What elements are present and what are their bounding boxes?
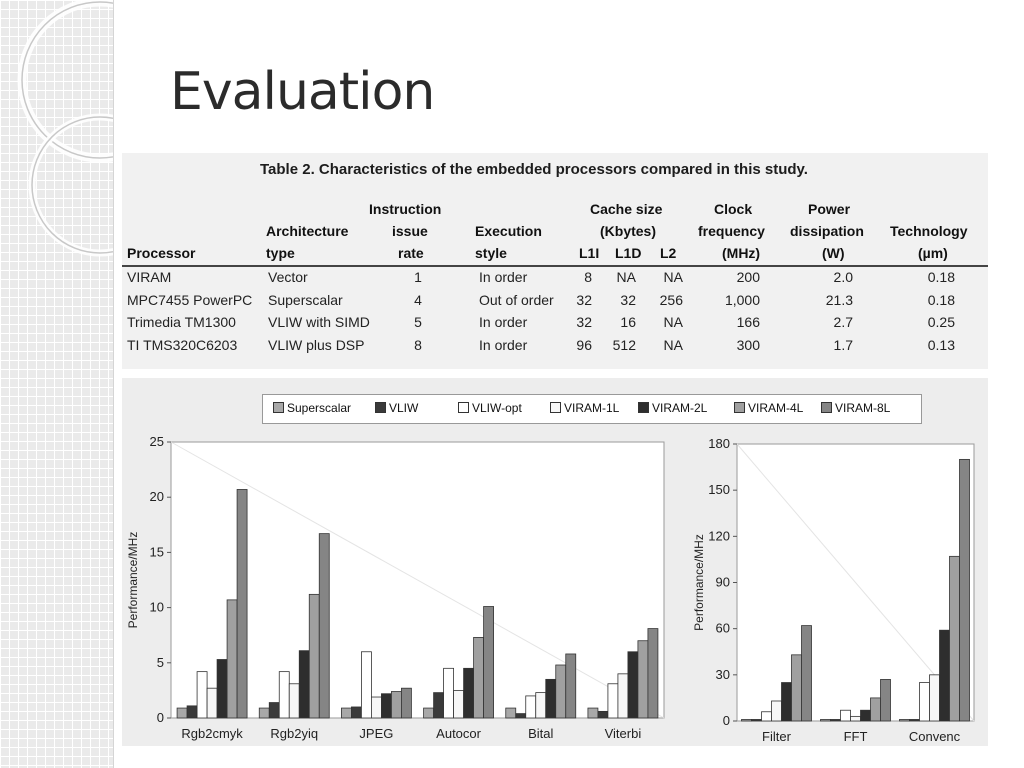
bar-viram-8l — [648, 629, 658, 718]
header-execution: Execution — [475, 223, 542, 239]
table-cell-issue: 8 — [414, 336, 422, 353]
bar-superscalar — [588, 708, 598, 718]
bar-viram-8l — [960, 459, 970, 721]
decorative-circles — [0, 0, 113, 768]
bar-viram-8l — [401, 688, 411, 718]
table-header-rule — [122, 265, 988, 267]
x-category-label: FFT — [843, 729, 868, 744]
bar-viram-4l — [556, 665, 566, 718]
bar-vliw-opt — [444, 668, 454, 718]
x-category-label: Rgb2yiq — [270, 726, 319, 741]
bar-viram-1l — [289, 684, 299, 718]
bar-viram-4l — [871, 698, 881, 721]
bar-superscalar — [506, 708, 516, 718]
legend-label: VIRAM-4L — [748, 401, 804, 415]
bar-superscalar — [177, 708, 187, 718]
bar-viram-4l — [792, 655, 802, 721]
header-architecture: Architecture — [266, 223, 349, 239]
header-l2: L2 — [660, 245, 677, 261]
table-cell-processor: MPC7455 PowerPC — [127, 291, 253, 308]
bar-viram-2l — [299, 651, 309, 718]
slide-title: Evaluation — [170, 62, 435, 122]
table-cell-l1d: 16 — [620, 314, 636, 330]
bar-viram-8l — [319, 534, 329, 718]
legend-label: VIRAM-2L — [652, 401, 708, 415]
bar-viram-2l — [861, 710, 871, 721]
table-cell-l1d: NA — [616, 269, 636, 285]
bar-vliw — [351, 707, 361, 718]
table-cell-l1d: 32 — [620, 291, 636, 308]
table-cell-l2: NA — [663, 269, 683, 285]
bar-vliw — [910, 719, 920, 721]
bar-superscalar — [742, 719, 752, 721]
table-cell-l1i: 96 — [576, 336, 592, 353]
header-mhz: (MHz) — [722, 245, 761, 261]
table-cell-processor: VIRAM — [127, 269, 172, 285]
table-cell-arch: Superscalar — [268, 291, 343, 308]
bar-viram-1l — [930, 675, 940, 721]
bar-vliw — [752, 719, 762, 721]
header-cache-size: Cache size — [590, 201, 663, 217]
table-cell-power: 2.0 — [833, 269, 853, 285]
bar-viram-2l — [217, 659, 227, 718]
decorative-side-strip — [0, 0, 114, 768]
y-tick-label: 60 — [715, 620, 730, 636]
table-cell-tech: 0.13 — [927, 336, 955, 353]
table-cell-arch: VLIW with SIMD — [268, 314, 370, 330]
bar-superscalar — [821, 719, 831, 721]
bar-viram-2l — [940, 630, 950, 721]
header-dissipation: dissipation — [790, 223, 864, 239]
bar-viram-8l — [566, 654, 576, 718]
bar-viram-2l — [782, 683, 792, 721]
y-tick-label: 25 — [149, 434, 164, 449]
table-cell-processor: TI TMS320C6203 — [127, 336, 238, 353]
header-kbytes: (Kbytes) — [600, 223, 657, 239]
bar-vliw — [831, 719, 841, 721]
x-category-label: Convenc — [908, 729, 961, 744]
header-l1i: L1I — [579, 245, 600, 261]
legend-label: VIRAM-8L — [835, 401, 891, 415]
bar-viram-4l — [638, 641, 648, 718]
table-cell-exec: Out of order — [479, 291, 554, 308]
header-rate: rate — [398, 245, 424, 261]
bar-vliw-opt — [841, 710, 851, 721]
y-tick-label: 5 — [156, 654, 164, 670]
y-tick-label: 15 — [149, 544, 164, 560]
table-cell-processor: Trimedia TM1300 — [127, 314, 236, 330]
table-cell-clock: 300 — [736, 336, 760, 353]
y-tick-label: 0 — [722, 713, 730, 728]
bar-vliw-opt — [920, 683, 930, 721]
table-cell-tech: 0.25 — [927, 314, 955, 330]
header-clock: Clock — [714, 201, 753, 217]
table-cell-arch: Vector — [268, 269, 308, 285]
bar-vliw — [598, 711, 608, 718]
bar-viram-1l — [851, 716, 861, 721]
bar-viram-1l — [618, 674, 628, 718]
bar-viram-1l — [536, 693, 546, 718]
legend-label: Superscalar — [287, 401, 352, 415]
table-cell-tech: 0.18 — [927, 291, 955, 308]
y-tick-label: 180 — [708, 436, 730, 451]
x-category-label: Autocor — [436, 726, 481, 741]
header-power: Power — [808, 201, 851, 217]
y-axis-label: Performance/MHz — [126, 531, 140, 629]
y-axis-label: Performance/MHz — [692, 534, 706, 631]
table-cell-l2: NA — [663, 314, 683, 330]
bar-viram-1l — [772, 701, 782, 721]
table-cell-issue: 5 — [414, 314, 422, 330]
header-frequency: frequency — [698, 223, 765, 239]
bar-viram-1l — [371, 697, 381, 718]
table-cell-power: 2.7 — [833, 314, 853, 330]
table-cell-power: 1.7 — [833, 336, 853, 353]
chart-panel — [122, 378, 988, 746]
header-w: (W) — [822, 245, 845, 261]
bar-viram-2l — [628, 652, 638, 718]
table-cell-l1d: 512 — [612, 336, 636, 353]
table-cell-clock: 200 — [736, 269, 760, 285]
legend-label: VLIW — [389, 401, 419, 415]
y-tick-label: 150 — [708, 482, 730, 498]
legend-label: VLIW-opt — [472, 401, 522, 415]
bar-viram-4l — [227, 600, 237, 718]
y-tick-label: 20 — [149, 489, 164, 505]
bar-superscalar — [900, 719, 910, 721]
table-cell-issue: 4 — [414, 291, 422, 308]
header-style: style — [475, 245, 507, 261]
bar-superscalar — [424, 708, 434, 718]
header-instruction: Instruction — [369, 201, 442, 217]
table-cell-l1i: 32 — [576, 314, 592, 330]
table-cell-issue: 1 — [414, 269, 422, 285]
bar-viram-2l — [464, 668, 474, 718]
bar-viram-8l — [237, 489, 247, 718]
header-processor: Processor — [127, 245, 196, 261]
table-cell-l1i: 32 — [576, 291, 592, 308]
bar-viram-4l — [309, 594, 319, 718]
bar-viram-4l — [391, 692, 401, 718]
performance-charts — [122, 378, 988, 746]
bar-vliw-opt — [279, 672, 289, 718]
bar-vliw-opt — [361, 652, 371, 718]
bar-viram-4l — [474, 637, 484, 718]
header-um: (µm) — [918, 245, 948, 261]
bar-viram-8l — [881, 679, 891, 721]
bar-vliw — [516, 714, 526, 718]
x-category-label: Bital — [528, 726, 554, 741]
y-tick-label: 90 — [715, 574, 730, 590]
bar-viram-1l — [454, 690, 464, 718]
header-issue: issue — [392, 223, 428, 239]
bar-vliw-opt — [608, 684, 618, 718]
bar-vliw — [187, 706, 197, 718]
table-cell-clock: 166 — [736, 314, 760, 330]
table-cell-power: 21.3 — [825, 291, 853, 308]
table-caption: Table 2. Characteristics of the embedded processors compared in this study. — [260, 161, 808, 178]
legend-label: VIRAM-1L — [564, 401, 620, 415]
table-cell-exec: In order — [479, 314, 528, 330]
header-type: type — [266, 245, 295, 261]
processor-table — [122, 153, 988, 369]
table-cell-exec: In order — [479, 336, 528, 353]
bar-vliw — [434, 693, 444, 718]
x-category-label: JPEG — [359, 726, 394, 741]
bar-superscalar — [259, 708, 269, 718]
table-cell-l1i: 8 — [584, 269, 592, 285]
x-category-label: Filter — [762, 729, 791, 744]
bar-viram-4l — [950, 556, 960, 721]
bar-vliw-opt — [762, 712, 772, 721]
y-tick-label: 0 — [156, 710, 164, 725]
x-category-label: Rgb2cmyk — [181, 726, 243, 741]
table-cell-clock: 1,000 — [724, 291, 760, 308]
bar-superscalar — [341, 708, 351, 718]
bar-vliw-opt — [197, 672, 207, 718]
table-cell-l2: 256 — [659, 291, 683, 308]
header-technology: Technology — [890, 223, 968, 239]
bar-vliw — [269, 703, 279, 718]
y-tick-label: 10 — [149, 599, 164, 615]
bar-vliw-opt — [526, 696, 536, 718]
table-cell-l2: NA — [663, 336, 683, 353]
table-cell-exec: In order — [479, 269, 528, 285]
bar-viram-8l — [802, 626, 812, 721]
bar-viram-1l — [207, 688, 217, 718]
bar-viram-2l — [381, 694, 391, 718]
y-tick-label: 120 — [708, 528, 730, 544]
table-cell-tech: 0.18 — [927, 269, 955, 285]
table-cell-arch: VLIW plus DSP — [268, 336, 365, 353]
y-tick-label: 30 — [715, 666, 730, 682]
bar-viram-8l — [484, 606, 494, 718]
header-l1d: L1D — [615, 245, 642, 261]
x-category-label: Viterbi — [604, 726, 642, 741]
bar-viram-2l — [546, 679, 556, 718]
